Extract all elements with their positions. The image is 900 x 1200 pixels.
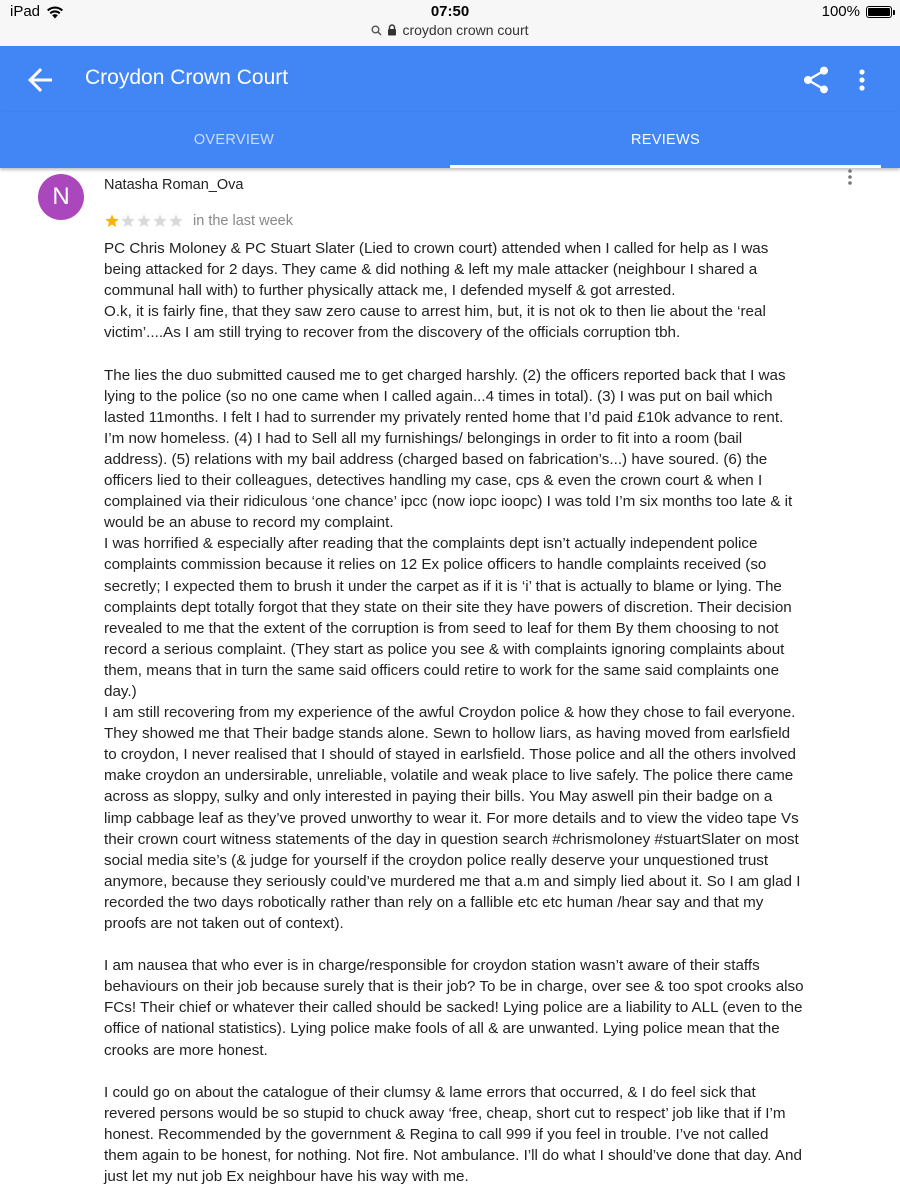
device-label: iPad [10, 3, 41, 20]
share-button[interactable] [800, 64, 832, 96]
review-date: in the last week [193, 213, 293, 229]
star-rating [104, 213, 293, 229]
url-text: croydon crown court [402, 22, 529, 38]
star-empty-icon [168, 213, 184, 229]
active-tab-indicator [450, 165, 881, 168]
review-paragraph: O.k, it is fairly fine, that they saw zero cause to arrest him, but, it is not ok to then lie about the ‘real victim’....As I am still trying to recover from the discovery of the officials corruption tbh. [104, 303, 766, 342]
stars-container [104, 213, 184, 229]
address-bar[interactable] [0, 22, 900, 38]
review-paragraph: I was horrified & especially after reading that the complaints dept isn’t actually independent police complaints commission because it relies on 12 Ex police officers to handle complaints received (so secretly; I expected them to brush it under the carpet as if it is ‘i’ that is actually to blame or lying. The complaints dept totally forgot that they state on their site they have powers of discretion. Their decision revealed to me that the extent of the corruption is from seed to leaf for them By them choosing to not record a serious complaint. (They start as police you see & with complaints ignoring complaints about them, means that in turn the same said officers could retire to work for the same said complaints one day.) [104, 535, 792, 700]
review-paragraph: I am nausea that who ever is in charge/responsible for croydon station wasn’t aware of their staffs behaviours on their job because surely that is their job? To be in charge, over see & too spot crooks also FCs! Their chief or whatever their called should be sacked! Lying police are a liability to ALL (even to the office of national statistics). Lying police make fools of all & are unwanted. Lying police mean that the crooks are more honest. [104, 957, 804, 1059]
battery-icon [866, 6, 892, 18]
review-text [104, 238, 804, 1187]
share-icon [800, 64, 832, 96]
more-vert-icon [848, 64, 876, 96]
review-paragraph: I could go on about the catalogue of their clumsy & lame errors that occurred, & I do feel sick that revered persons would be so stupid to chuck away ‘free, cheap, short cut to respect’ job like that if I’m honest. Recommended by the government & Regina to call 999 if you feel in trouble. I’ve not called them again to be honest, for nothing. Not fire. Not ambulance. I’ll do what I should’ve done that day. And just let my nut job Ex neighbour have his way with me. [104, 1083, 802, 1186]
avatar[interactable]: N [38, 174, 84, 220]
star-empty-icon [136, 213, 152, 229]
status-right [822, 3, 892, 20]
tab-reviews[interactable]: REVIEWS [631, 132, 700, 148]
tab-bar [0, 112, 900, 168]
app-bar [0, 46, 900, 112]
back-button[interactable] [22, 62, 58, 98]
clock: 07:50 [430, 3, 470, 20]
review-options-button[interactable] [842, 168, 858, 186]
search-icon [371, 25, 382, 36]
more-vert-icon [842, 168, 858, 186]
review-paragraph: I am still recovering from my experience of the awful Croydon police & how they chose to fail everyone. They showed me that Their badge stands alone. Sewn to hollow liars, as having moved from earlsfield to croydon, I never realised that I should of stayed in earlsfield. Those police and all the others involved make croydon an undersirable, unreliable, volatile and weak place to live safely. The police there came across as sloppy, sulky and only interested in paying their bills. You May aswell pin their badge on a limp cabbage leaf as they’ve proved unworthy to wear it. For more details and to view the video tape Vs their crown court witness statements of the day in question search #chrismoloney #stuartSlater on most social media site’s (& judge for yourself if the croydon police really deserve your unquestioned trust anymore, because they seriously could’ve murdered me that a.m and simply lied about it. So I am glad I recorded the two days robotically rather than rely on a fallible etc etc human /hear say and that my proofs are not taken out of context). [104, 704, 801, 932]
page-title: Croydon Crown Court [85, 66, 289, 89]
more-options-button[interactable] [848, 64, 876, 96]
tab-overview[interactable]: OVERVIEW [193, 132, 275, 148]
review-paragraph: The lies the duo submitted caused me to get charged harshly. (2) the officers reported back that I was lying to the police (so no one came when I called again...4 times in total). (3) I was put on bail which lasted 11months. I felt I had to surrender my privately rented home that I’d paid £10k advance to rent. I’m now homeless. (4) I had to Sell all my furnishings/ belongings in order to fit into a room (bail address). (5) relations with my bail address (charged based on fabrication’s...) have soured. (6) the officers lied to their colleagues, detectives handling my case, cps & even the crown court & when I complained via their ridiculous ‘one chance’ ipcc (now iopc ioopc) I was told I’m six months too late & it would be an abuse to record my complaint. [104, 366, 793, 532]
lock-icon [387, 24, 397, 36]
star-empty-icon [152, 213, 168, 229]
arrow-back-icon [22, 62, 58, 98]
review-paragraph: PC Chris Moloney & PC Stuart Slater (Lied to crown court) attended when I called for help as I was being attacked for 2 days. They came & did nothing & left my male attacker (neighbour I shared a communal hall with) to further physically attack me, I defended myself & got arrested. [104, 240, 769, 300]
star-empty-icon [120, 213, 136, 229]
battery-percent: 100% [821, 3, 860, 20]
reviewer-name[interactable]: Natasha Roman_Ova [104, 177, 244, 193]
ios-status-bar [0, 0, 900, 46]
star-filled-icon [104, 213, 120, 229]
